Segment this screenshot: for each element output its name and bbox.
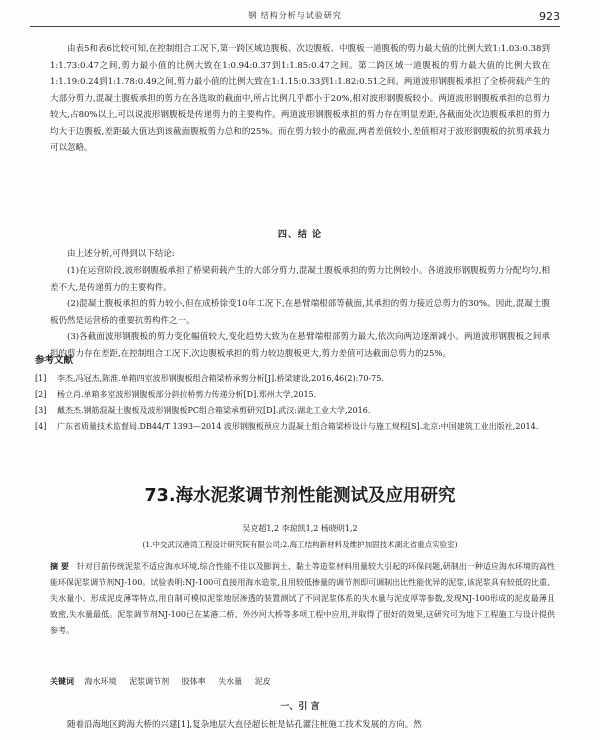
page-number: 923: [539, 10, 560, 23]
reference-item: [35, 419, 555, 435]
conclusion-item: (1)在运营阶段,波形钢腹板承担了桥梁荷载产生的大部分剪力,混凝土腹板承担的剪力比例较小。各道波形钢腹板剪力分配均匀,相差不大,是传递剪力的主要构件。: [50, 266, 550, 293]
reference-item: [35, 387, 555, 403]
keyword: 失水量: [218, 677, 243, 686]
keyword: 泥皮: [254, 677, 271, 686]
reference-number: [2]: [35, 390, 47, 399]
reference-number: [4]: [35, 422, 47, 431]
reference-text: 李杰,冯冠杰,陈淮.单箱四室波形钢腹板组合箱梁桥承剪分析[J].桥梁建设,2016,46(2):70-75.: [57, 374, 384, 383]
keywords-label: 关键词: [50, 677, 74, 686]
references-heading: 参考文献: [35, 355, 74, 366]
introduction-text: 随着沿海地区跨海大桥的兴建[1],复杂地层大直径超长桩是钻孔灌注桩施工技术发展的方向。然: [67, 720, 422, 730]
body-paragraph: 由表5和表6比较可知,在控制组合工况下,第一跨区域边腹板、次边腹板、中腹板一道腹板的剪力最大值的比例大致1:1.03:0.38到1:1.73:0.47之间,剪力最小值的比例大致在1:0.94:0.37到1:1.85:0.47之间。第二跨区域一道腹板的剪力最大值的比例大致在1:1.19:0.24到1:1.78:0.49之间,剪力最小值的比例大致在1:1.15:0.33到1:1.82:0.51之间。两道波形钢腹板承担了全桥荷载产生的大部分剪力,混凝土腹板承担的剪力在各选取的截面中,所占比例几乎都小于20%,相对波形钢腹板较小。两道波形钢腹板承担的总剪力较大,占80%以上,可以说波形钢腹板是传递剪力的主要构件。两道波形钢腹板承担的剪力存在明显差距,各截面处次边腹板承担的剪力均大于边腹板,差距最大值达到该截面腹板剪力总和的25%。而在剪力较小的截面,两者差值较小,差值相对于波形钢腹板的抗剪承载力可以忽略。: [50, 44, 550, 153]
article-affiliation: (1.中交武汉港湾工程设计研究院有限公司;2.海工结构新材料及维护加固技术湖北省重点实验室): [142, 540, 458, 549]
article-title: 73.海水泥浆调节剂性能测试及应用研究: [144, 486, 456, 506]
page-header: [30, 10, 560, 27]
reference-item: [35, 403, 555, 419]
introduction-heading: 一、引 言: [280, 702, 320, 712]
reference-item: [35, 371, 555, 387]
reference-number: [1]: [35, 374, 47, 383]
abstract-text: 针对目前传统泥浆不适应海水环境,综合性能不佳以及膨润土、黏土等造浆材料用量较大引起的环保问题,研制出一种适应海水环境的高性能环保泥浆调节剂NJ-100。试验表明:NJ-100可直接用海水造浆,且用较低掺量的调节剂即可调制出比性能优异的泥浆,该泥浆具有较低的比重、失水量小、形成泥皮薄等特点,用自制可模拟泥浆地层渗透的装置测试了不同泥浆体系的失水量与泥皮厚等参数,发现NJ-100形成的泥皮最薄且致密,失水量最低。泥浆调节剂NJ-100已在某港二桥、外沙河大桥等多项工程中应用,并取得了很好的效果,这研究可为地下工程施工与设计提供参考。: [50, 562, 555, 635]
reference-text: 广东省质量技术监督局.DB44/T 1393—2014 波形钢腹板预应力混凝土组合箱梁桥设计与施工规程[S].北京:中国建筑工业出版社,2014.: [57, 422, 539, 431]
reference-text: 戴杰杰.钢筋混凝土腹板及波形钢腹板PC组合箱梁承剪研究[D].武汉:湖北工业大学,2016.: [57, 406, 371, 415]
keyword: 泥浆调节剂: [129, 677, 170, 686]
reference-list: [35, 371, 555, 435]
conclusion-item: (2)混凝土腹板承担的剪力较小,但在成桥徐变10年工况下,在悬臂端根部等截面,其承担的剪力接近总剪力的30%。因此,混凝土腹板仍然是运营桥的重要抗剪构件之一。: [50, 299, 550, 326]
conclusion-intro: 由上述分析,可得到以下结论:: [67, 249, 175, 259]
abstract-label: 摘 要: [50, 562, 69, 571]
reference-text: 杨立肖.单箱多室波形钢腹板部分斜拉桥剪力传递分析[D].郑州大学,2015.: [57, 390, 317, 399]
conclusion-item: (3)各截面波形钢腹板的剪力变化幅值较大,变化趋势大致为在悬臂端根部剪力最大,依次向两边逐渐减小。两道波形钢腹板之间承担的剪力存在差距,在控制组合工况下,次边腹板承担的剪力较边腹板更大,剪力差值可达截面总剪力的25%。: [50, 332, 550, 359]
conclusion-heading: 四、结 论: [277, 230, 323, 240]
abstract: [50, 559, 555, 639]
reference-number: [3]: [35, 406, 47, 415]
keywords: [50, 676, 555, 687]
keyword: 胶体率: [181, 677, 206, 686]
article-authors: 吴克超1,2 李琼凯1,2 杨晓明1,2: [242, 524, 358, 533]
keyword: 海水环境: [84, 677, 117, 686]
journal-name: 钢 结构分析与试验研究: [248, 11, 342, 20]
